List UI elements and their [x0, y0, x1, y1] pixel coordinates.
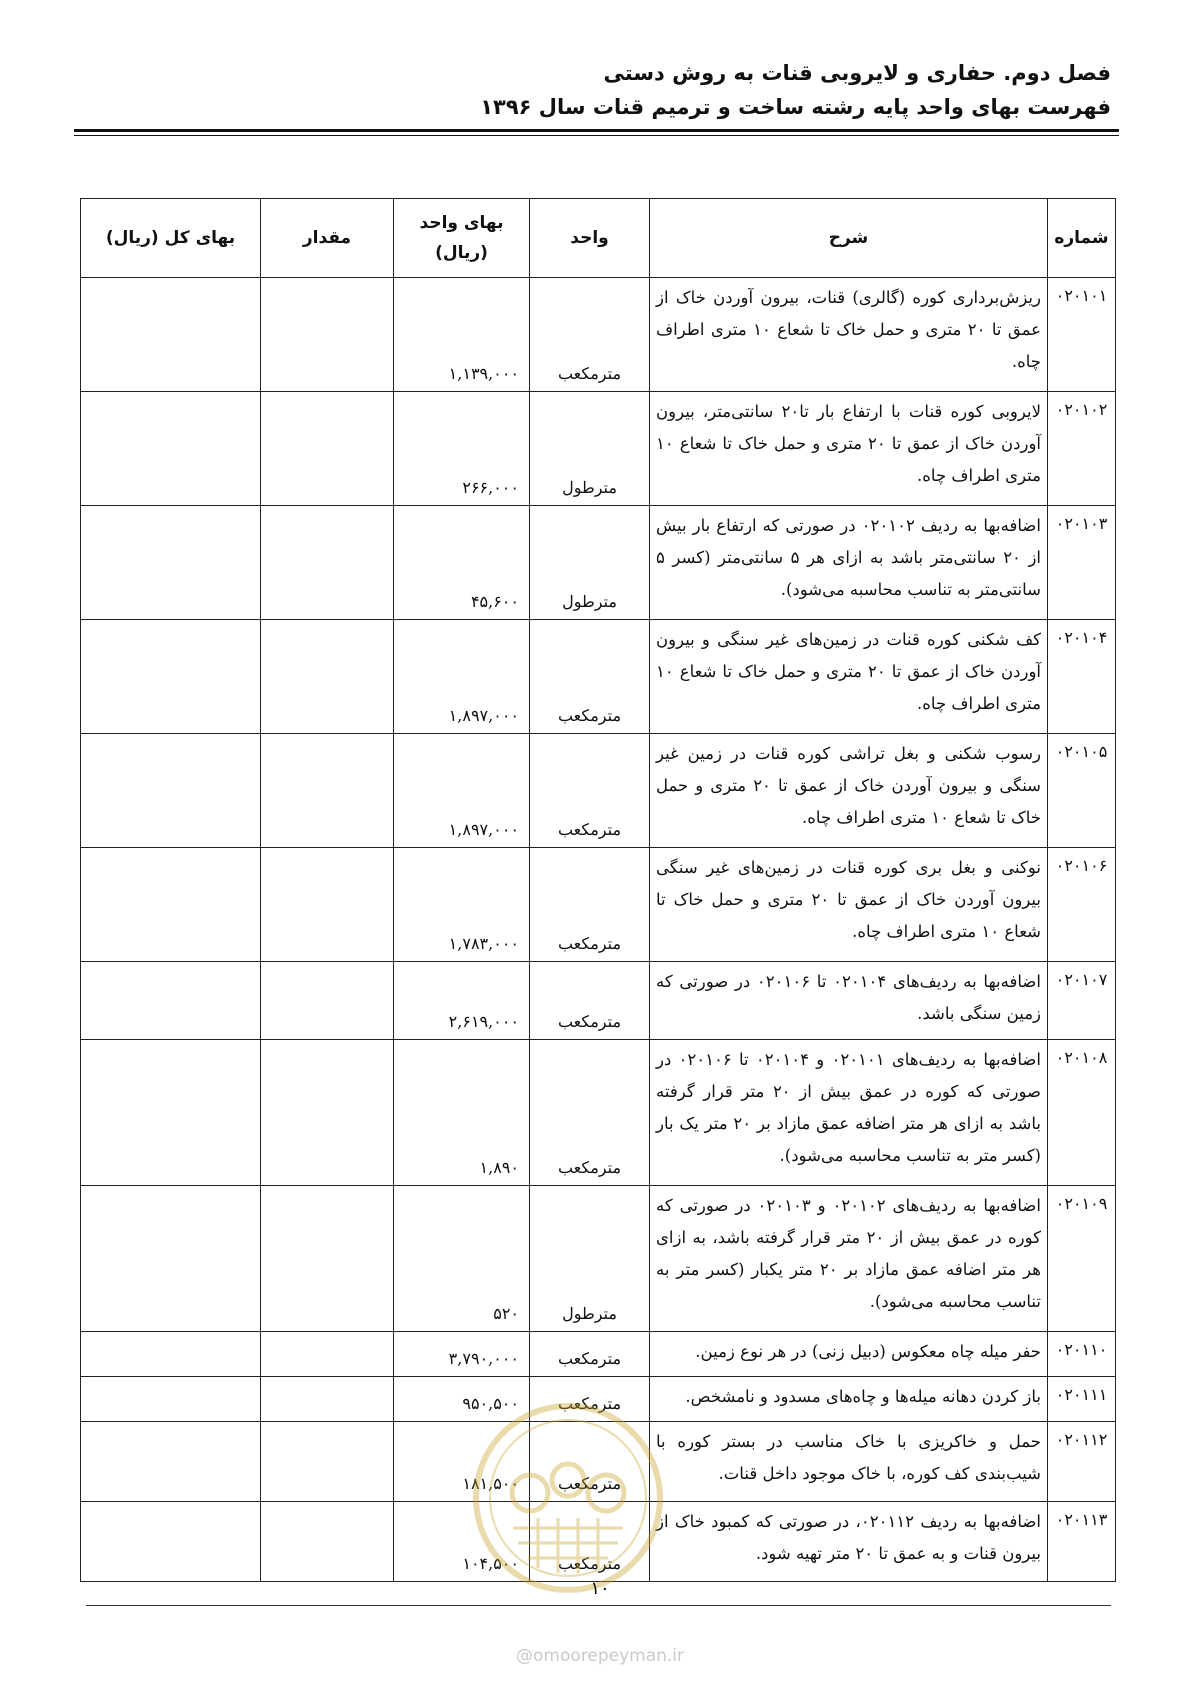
table-row: [81, 962, 1116, 1040]
item-unit-price: ۵۲۰: [394, 1186, 530, 1332]
footer-rule: [86, 1605, 1111, 1606]
item-description: ریزش‌برداری کوره (گالری) قنات، بیرون آوردن خاک از عمق تا ۲۰ متری و حمل خاک تا شعاع ۱۰ متری اطراف چاه.: [650, 278, 1048, 392]
item-total-price: [81, 1332, 261, 1377]
item-unit: مترمکعب: [530, 848, 650, 962]
item-total-price: [81, 1377, 261, 1422]
item-unit: مترطول: [530, 506, 650, 620]
table-row: [81, 848, 1116, 962]
item-description: اضافه‌بها به ردیف ۰۲۰۱۱۲، در صورتی که کمبود خاک از بیرون قنات و به عمق تا ۲۰ متر تهیه شود.: [650, 1502, 1048, 1582]
watermark-url: @omoorepeyman.ir: [515, 1646, 685, 1666]
table-row: [81, 1040, 1116, 1186]
item-unit-price: ۳,۷۹۰,۰۰۰: [394, 1332, 530, 1377]
item-description: نوکنی و بغل بری کوره قنات در زمین‌های غیر سنگی بیرون آوردن خاک از عمق تا ۲۰ متری و حمل خاک تا شعاع ۱۰ متری اطراف چاه.: [650, 848, 1048, 962]
item-total-price: [81, 962, 261, 1040]
item-description: اضافه‌بها به ردیف‌های ۰۲۰۱۰۲ و ۰۲۰۱۰۳ در صورتی که کوره در عمق بیش از ۲۰ متر قرار گرفته باشد، به ازای هر متر اضافه عمق مازاد بر ۲۰ متر یکبار (کسر متر به تناسب محاسبه می‌شود).: [650, 1186, 1048, 1332]
item-quantity: [261, 1332, 394, 1377]
item-quantity: [261, 1186, 394, 1332]
item-description: لایروبی کوره قنات با ارتفاع بار تا۲۰ سانتی‌متر، بیرون آوردن خاک از عمق تا ۲۰ متری و حمل خاک تا شعاع ۱۰ متری اطراف چاه.: [650, 392, 1048, 506]
item-total-price: [81, 620, 261, 734]
item-quantity: [261, 392, 394, 506]
item-number: ۰۲۰۱۰۹: [1048, 1186, 1116, 1332]
item-description: اضافه‌بها به ردیف ۰۲۰۱۰۲ در صورتی که ارتفاع بار بیش از ۲۰ سانتی‌متر باشد به ازای هر ۵ سانتی‌متر (کسر ۵ سانتی‌متر به تناسب محاسبه می‌شود).: [650, 506, 1048, 620]
item-unit: مترمکعب: [530, 620, 650, 734]
item-number: ۰۲۰۱۱۰: [1048, 1332, 1116, 1377]
table-row: [81, 506, 1116, 620]
publisher-seal-watermark: [468, 1398, 668, 1598]
item-quantity: [261, 1040, 394, 1186]
item-unit-price: ۱,۱۳۹,۰۰۰: [394, 278, 530, 392]
item-quantity: [261, 620, 394, 734]
price-list-title: فهرست بهای واحد پایه رشته ساخت و ترمیم قنات سال ۱۳۹۶: [480, 95, 1111, 119]
item-description: کف شکنی کوره قنات در زمین‌های غیر سنگی و بیرون آوردن خاک از عمق تا ۲۰ متری و حمل خاک تا شعاع ۱۰ متری اطراف چاه.: [650, 620, 1048, 734]
item-number: ۰۲۰۱۰۵: [1048, 734, 1116, 848]
item-description: رسوب شکنی و بغل تراشی کوره قنات در زمین غیر سنگی و بیرون آوردن خاک از عمق تا ۲۰ متری و حمل خاک تا شعاع ۱۰ متری اطراف چاه.: [650, 734, 1048, 848]
table-row: [81, 734, 1116, 848]
item-number: ۰۲۰۱۰۲: [1048, 392, 1116, 506]
item-unit: مترطول: [530, 1186, 650, 1332]
col-header-description: شرح: [650, 199, 1048, 278]
table-header-row: [81, 199, 1116, 278]
item-unit-price: ۲۶۶,۰۰۰: [394, 392, 530, 506]
item-number: ۰۲۰۱۱۱: [1048, 1377, 1116, 1422]
item-total-price: [81, 1186, 261, 1332]
col-header-unit-price: بهای واحد (ریال): [394, 199, 530, 278]
item-total-price: [81, 1040, 261, 1186]
item-quantity: [261, 734, 394, 848]
item-unit: مترمکعب: [530, 1502, 650, 1582]
item-unit: مترمکعب: [530, 1422, 650, 1502]
item-unit: مترمکعب: [530, 1377, 650, 1422]
item-quantity: [261, 1422, 394, 1502]
item-description: اضافه‌بها به ردیف‌های ۰۲۰۱۰۱ و ۰۲۰۱۰۴ تا ۰۲۰۱۰۶ در صورتی که کوره در عمق بیش از ۲۰ متر قرار گرفته باشد به ازای هر متر اضافه عمق مازاد بر ۲۰ متر یک بار (کسر متر به تناسب محاسبه می‌شود).: [650, 1040, 1048, 1186]
item-number: ۰۲۰۱۱۳: [1048, 1502, 1116, 1582]
col-header-number: شماره: [1048, 199, 1116, 278]
item-total-price: [81, 848, 261, 962]
page-number: ۱۰: [590, 1578, 610, 1599]
item-unit: مترمکعب: [530, 1332, 650, 1377]
table-row: [81, 1332, 1116, 1377]
item-unit-price: ۱,۸۹۷,۰۰۰: [394, 620, 530, 734]
item-unit: مترمکعب: [530, 962, 650, 1040]
header-rule-thin: [74, 135, 1119, 136]
item-total-price: [81, 734, 261, 848]
item-quantity: [261, 848, 394, 962]
item-description: حفر میله چاه معکوس (دبیل زنی) در هر نوع زمین.: [650, 1332, 1048, 1377]
item-unit-price: ۲,۶۱۹,۰۰۰: [394, 962, 530, 1040]
chapter-title: فصل دوم. حفاری و لایروبی قنات به روش دستی: [603, 61, 1111, 85]
item-unit-price: ۴۵,۶۰۰: [394, 506, 530, 620]
item-quantity: [261, 1377, 394, 1422]
item-number: ۰۲۰۱۰۱: [1048, 278, 1116, 392]
item-unit-price: ۱,۸۹۷,۰۰۰: [394, 734, 530, 848]
item-number: ۰۲۰۱۰۴: [1048, 620, 1116, 734]
item-total-price: [81, 278, 261, 392]
item-number: ۰۲۰۱۱۲: [1048, 1422, 1116, 1502]
item-description: باز کردن دهانه میله‌ها و چاه‌های مسدود و نامشخص.: [650, 1377, 1048, 1422]
table-row: [81, 1186, 1116, 1332]
table-row: [81, 392, 1116, 506]
table-row: [81, 620, 1116, 734]
item-unit-price: ۱۰۴,۵۰۰: [394, 1502, 530, 1582]
item-quantity: [261, 962, 394, 1040]
item-unit-price: ۱۸۱,۵۰۰: [394, 1422, 530, 1502]
col-header-quantity: مقدار: [261, 199, 394, 278]
item-total-price: [81, 1502, 261, 1582]
item-unit: مترطول: [530, 392, 650, 506]
item-description: حمل و خاکریزی با خاک مناسب در بستر کوره با شیب‌بندی کف کوره، با خاک موجود داخل قنات.: [650, 1422, 1048, 1502]
item-quantity: [261, 1502, 394, 1582]
header-rule-thick: [74, 129, 1119, 132]
page-header: [71, 56, 1111, 124]
item-quantity: [261, 506, 394, 620]
item-number: ۰۲۰۱۰۷: [1048, 962, 1116, 1040]
item-total-price: [81, 1422, 261, 1502]
col-header-unit: واحد: [530, 199, 650, 278]
item-number: ۰۲۰۱۰۳: [1048, 506, 1116, 620]
item-unit: مترمکعب: [530, 1040, 650, 1186]
item-total-price: [81, 506, 261, 620]
item-unit: مترمکعب: [530, 734, 650, 848]
item-description: اضافه‌بها به ردیف‌های ۰۲۰۱۰۴ تا ۰۲۰۱۰۶ در صورتی که زمین سنگی باشد.: [650, 962, 1048, 1040]
item-unit: مترمکعب: [530, 278, 650, 392]
item-total-price: [81, 392, 261, 506]
item-unit-price: ۱,۸۹۰: [394, 1040, 530, 1186]
item-number: ۰۲۰۱۰۸: [1048, 1040, 1116, 1186]
unit-price-table: [80, 198, 1116, 1582]
item-unit-price: ۹۵۰,۵۰۰: [394, 1377, 530, 1422]
item-unit-price: ۱,۷۸۳,۰۰۰: [394, 848, 530, 962]
item-number: ۰۲۰۱۰۶: [1048, 848, 1116, 962]
table-row: [81, 278, 1116, 392]
item-quantity: [261, 278, 394, 392]
col-header-total-price: بهای کل (ریال): [81, 199, 261, 278]
